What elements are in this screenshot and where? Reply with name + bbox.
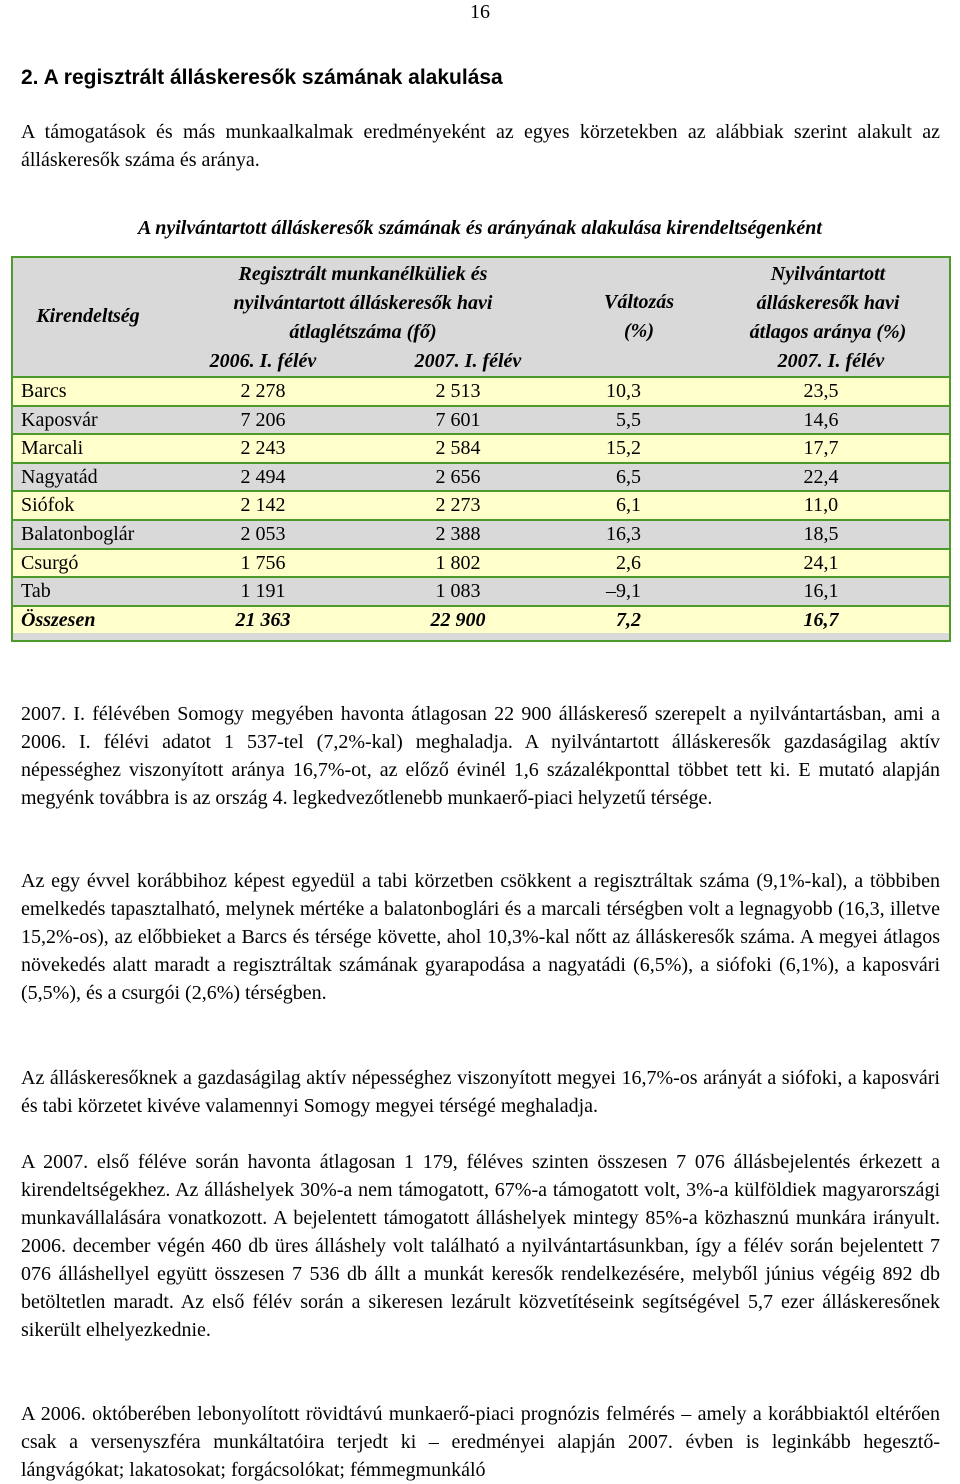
header-period-2007: 2007. I. félév (414, 350, 522, 372)
header-change (569, 288, 709, 346)
header-period-2006: 2006. I. félév (209, 350, 317, 372)
table-row (13, 576, 949, 605)
header-count-line: átlaglétszáma (fő) (289, 321, 437, 343)
header-ratio-line: Nyilvántartott (770, 263, 886, 285)
header-count-line: Regisztrált munkanélküliek és (238, 263, 488, 285)
cell-2006: 2 053 (240, 522, 286, 545)
cell-ratio: 14,6 (803, 408, 839, 431)
header-count-line: nyilvántartott álláskeresők havi (233, 292, 493, 314)
cell-change: 2,6 (616, 551, 641, 574)
cell-change: 6,5 (616, 465, 641, 488)
body-paragraph: A 2007. első féléve során havonta átlagosan 1 179, féléves szinten összesen 7 076 állásbejelentés érkezett a kirendeltségekhez. Az álláshelyek 30%-a nem támogatott, 67%-a támogatott volt, 3%-a külföldiek magyarországi munkavállalására vonatkozott. A bejelentett támogatott álláshelyek mintegy 85%-a közhasznú munkára irányult. 2006. december végén 460 db üres álláshely volt található a nyilvántartásunkban, így a félév során bejelentett 7 076 álláshellyel együtt összesen 7 536 db állt a munkát keresők rendelkezésére, melyből június végéig 892 db betöltetlen maradt. Az első félév során a sikeresen lezárult közvetítéseink segítségével 5,7 ezer álláskeresőnek sikerült elhelyezkednie. (21, 1151, 940, 1341)
cell-2007: 2 584 (435, 437, 481, 460)
cell-change: 10,3 (606, 380, 641, 402)
cell-2006: 1 191 (240, 580, 286, 603)
cell-2006: 2 142 (240, 494, 286, 517)
header-count (173, 260, 553, 347)
table-row (13, 462, 949, 491)
cell-ratio: 17,7 (803, 437, 839, 460)
body-paragraph: Az egy évvel korábbihoz képest egyedül a tabi körzetben csökkent a regisztráltak száma (9,1%-kal), a többiben emelkedés tapasztalható, melynek mértéke a balatonboglári és a marcali térségben volt a legnagyobb (16,3, illetve 15,2%-os), az előbbieket a Barcs és térsége követte, ahol 10,3%-kal nőtt az álláskeresők száma. A megyei átlagos növekedés alatt maradt a regisztráltak számának gyarapodása a nagyatádi (6,5%), a siófoki (6,1%), a kaposvári (5,5%), és a csurgói (2,6%) térségben. (21, 870, 940, 1004)
body-paragraph: A 2006. októberében lebonyolított rövidtávú munkaerő-piaci prognózis felmérés – amely a korábbiaktól eltérően csak a versenyszféra munkáltatóira terjedt ki – eredményei alapján 2007. évben is leginkább hegesztő-lángvágókat; lakatosokat; forgácsolókat; fémmegmunkáló (21, 1403, 940, 1481)
cell-ratio: 16,7 (803, 608, 839, 631)
cell-2006: 7 206 (240, 408, 286, 431)
cell-2006: 1 756 (240, 551, 286, 574)
cell-2007: 2 273 (435, 494, 481, 517)
body-paragraph: 2007. I. félévében Somogy megyében havonta átlagosan 22 900 álláskereső szerepelt a nyilvántartásban, ami a 2006. I. félévi adatot 1 537-tel (7,2%-kal) meghaladja. A nyilvántartott álláskeresők gazdaságilag aktív népességhez viszonyított aránya 16,7%-ot, az előző évinél 1,6 százalékponttal többet tett ki. E mutató alapján megyénk továbbra is az ország 4. legkedvezőtlenebb munkaerő-piaci helyzetű térsége. (21, 703, 940, 809)
page-number: 16 (470, 1, 490, 23)
cell-office: Tab (21, 580, 51, 603)
cell-office: Balatonboglár (21, 522, 135, 545)
cell-office: Csurgó (21, 551, 79, 574)
table-row (13, 519, 949, 548)
cell-2006: 2 243 (240, 437, 286, 460)
header-ratio-period: 2007. I. félév (777, 350, 885, 372)
table-header (13, 258, 949, 378)
cell-2006: 2 494 (240, 465, 286, 488)
table-row (13, 548, 949, 577)
table-row (13, 433, 949, 462)
cell-office: Marcali (21, 437, 84, 460)
section-title: 2. A regisztrált álláskeresők számának alakulása (21, 66, 503, 89)
intro-paragraph: A támogatások és más munkaalkalmak eredményeként az egyes körzetekben az alábbiak szerint alakult az álláskeresők száma és aránya. (21, 121, 940, 171)
cell-change: 5,5 (616, 408, 641, 431)
cell-office: Siófok (21, 494, 75, 517)
cell-office: Nagyatád (21, 465, 98, 488)
header-change-line: Változás (603, 291, 675, 313)
table-body (13, 376, 949, 633)
cell-change: –9,1 (606, 580, 641, 603)
cell-change: 7,2 (616, 608, 641, 631)
header-office: Kirendeltség (36, 305, 140, 327)
cell-office: Barcs (21, 380, 67, 402)
cell-ratio: 16,1 (803, 580, 839, 603)
cell-2007: 1 083 (435, 580, 481, 603)
cell-ratio: 18,5 (803, 522, 839, 545)
table-row-total (13, 605, 949, 634)
header-ratio (713, 260, 943, 347)
cell-change: 6,1 (616, 494, 641, 517)
body-paragraph: Az álláskeresőknek a gazdaságilag aktív népességhez viszonyított megyei 16,7%-os arányát a siófoki, a kaposvári és tabi körzetet kivéve valamennyi Somogy megyei térségé meghaladja. (21, 1067, 940, 1117)
cell-2007: 2 388 (435, 522, 481, 545)
cell-office: Kaposvár (21, 408, 98, 431)
table-row (13, 405, 949, 434)
cell-2006: 2 278 (240, 380, 286, 402)
cell-2007: 22 900 (430, 608, 486, 631)
cell-ratio: 22,4 (803, 465, 839, 488)
cell-office: Összesen (21, 608, 96, 631)
cell-2007: 7 601 (435, 408, 481, 431)
table-row (13, 490, 949, 519)
header-change-line: (%) (624, 320, 654, 342)
header-ratio-line: átlagos aránya (%) (749, 321, 907, 343)
cell-ratio: 23,5 (803, 380, 839, 402)
cell-change: 16,3 (606, 522, 641, 545)
cell-2007: 1 802 (435, 551, 481, 574)
cell-2006: 21 363 (235, 608, 291, 631)
table-row (13, 376, 949, 405)
cell-ratio: 24,1 (803, 551, 839, 574)
header-ratio-line: álláskeresők havi (756, 292, 900, 314)
cell-ratio: 11,0 (803, 494, 839, 517)
cell-2007: 2 513 (435, 380, 481, 402)
cell-2007: 2 656 (435, 465, 481, 488)
jobseekers-table (11, 256, 951, 642)
cell-change: 15,2 (606, 437, 641, 460)
table-caption: A nyilvántartott álláskeresők számának és arányának alakulása kirendeltségenként (138, 217, 822, 239)
